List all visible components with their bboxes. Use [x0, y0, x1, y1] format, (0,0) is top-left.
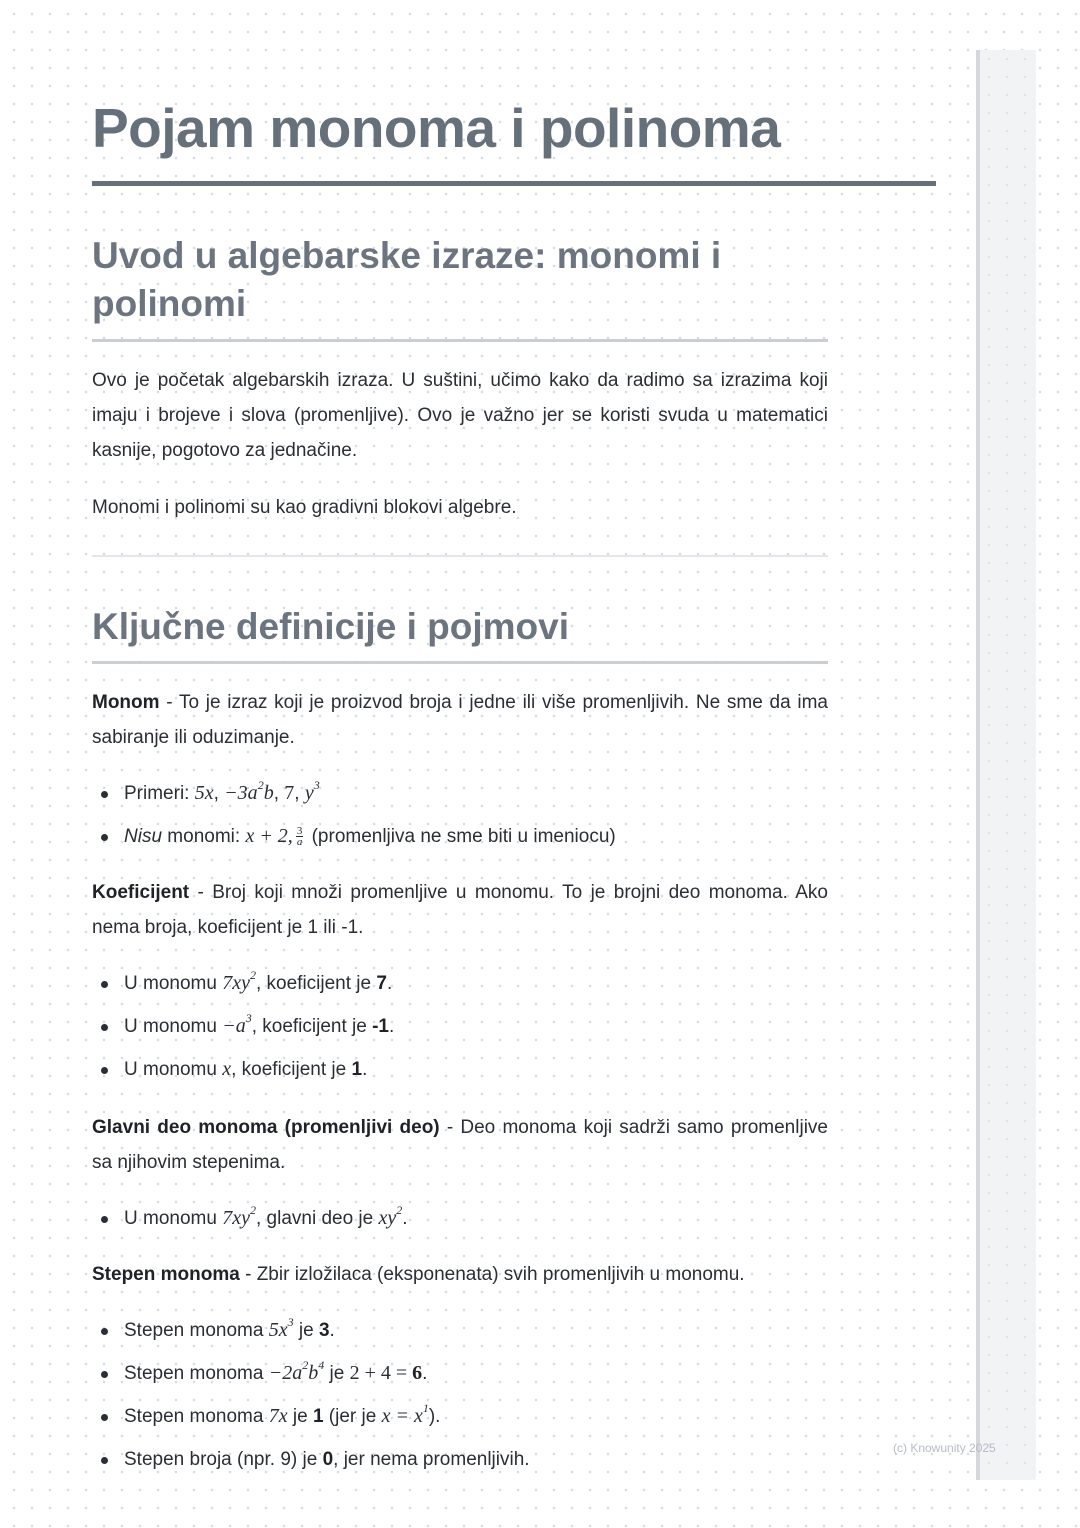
item-suffix: .: [402, 1208, 408, 1229]
item-prefix: Stepen monoma: [124, 1320, 269, 1341]
list-item: [92, 815, 828, 858]
intro-paragraph-2: Monomi i polinomi su kao gradivni blokovi algebre.: [92, 497, 517, 518]
section-heading-intro: Uvod u algebarske izraze: monomi i polinomi: [92, 235, 722, 324]
item-mid: je: [324, 1363, 350, 1384]
math-expression: 7x: [268, 1405, 288, 1427]
item-value: 1: [351, 1059, 363, 1080]
section-underline: [92, 661, 828, 664]
item-value: 1: [312, 1406, 324, 1427]
definition-text: - To je izraz koji je proizvod broja i jedne ili više promenljivih. Ne sme da ima sabiranje ili oduzimanje.: [92, 692, 828, 748]
list-item: [92, 1005, 828, 1048]
math-expression: $7xy^2$: [222, 1203, 256, 1229]
math-expression: $-a^3$: [222, 1011, 252, 1037]
list-item: Primeri: 5x, $-3a^2b$, 7, $y^3$: [92, 772, 828, 815]
item-value: 0: [322, 1449, 334, 1470]
item-suffix: .: [422, 1363, 428, 1384]
math-calculation: 2 + 4 =: [349, 1362, 413, 1384]
non-label: Nisu: [124, 826, 163, 847]
list-item: [92, 1048, 828, 1091]
item-suffix: , jer nema promenljivih.: [333, 1449, 530, 1470]
item-prefix: Stepen broja (npr. 9) je: [124, 1449, 323, 1470]
list-item: [92, 1438, 828, 1481]
math-expression: 5x: [194, 782, 214, 804]
non-rest: monomi:: [162, 826, 246, 847]
section-underline: [92, 339, 828, 342]
stepen-examples-list: [92, 1309, 828, 1481]
section-divider: [92, 555, 828, 557]
item-suffix: .: [389, 1016, 395, 1037]
math-expression: $7xy^2$: [222, 968, 256, 994]
item-prefix: U monomu: [124, 1208, 223, 1229]
math-expression: x: [222, 1058, 232, 1080]
list-item: [92, 1395, 828, 1438]
title-underline: [92, 181, 936, 186]
section-heading-definitions: Ključne definicije i pojmovi: [92, 606, 569, 647]
item-note: (jer je: [323, 1406, 382, 1427]
glavni-deo-examples-list: [92, 1197, 828, 1240]
item-value: 3: [318, 1320, 330, 1341]
item-mid: je: [287, 1406, 313, 1427]
math-expression: 7: [284, 782, 295, 804]
definition-text: - Deo monoma koji sadrži samo promenljive sa njihovim stepenima.: [92, 1117, 828, 1173]
definition-monom: [92, 685, 828, 755]
item-prefix: U monomu: [124, 1016, 223, 1037]
math-fraction: [296, 826, 304, 847]
math-expression: $5x^3$: [268, 1315, 294, 1341]
item-prefix: Stepen monoma: [124, 1406, 269, 1427]
term-monom: Monom: [92, 692, 160, 713]
item-suffix: .: [362, 1059, 368, 1080]
term-glavni-deo: Glavni deo monoma (promenljivi deo): [92, 1117, 440, 1138]
fraction-denominator: a: [296, 836, 303, 849]
item-mid: , glavni deo je: [255, 1208, 379, 1229]
fraction-numerator: 3: [296, 825, 303, 838]
item-suffix: .: [386, 973, 393, 994]
math-expression: $x = x^1$: [381, 1401, 429, 1427]
list-item: [92, 1197, 828, 1240]
item-mid: , koeficijent je: [255, 973, 377, 994]
definition-text: - Broj koji množi promenljive u monomu. To je brojni deo monoma. Ako nema broja, koeficijent je 1 ili -1.: [92, 882, 828, 938]
item-value: -1: [372, 1016, 390, 1037]
intro-paragraph: Ovo je početak algebarskih izraza. U suštini, učimo kako da radimo sa izrazima koji imaju i brojeve i slova (promenljive). Ovo je važno jer se koristi svuda u matematici kasnije, pogotovo za jednačine.: [92, 370, 828, 461]
item-suffix: .: [329, 1320, 335, 1341]
term-stepen: Stepen monoma: [92, 1264, 240, 1285]
item-mid: je: [293, 1320, 319, 1341]
definition-text: - Zbir izložilaca (eksponenata) svih promenljivih u monomu.: [239, 1264, 745, 1285]
definition-stepen: [92, 1257, 828, 1292]
item-value: 6: [412, 1362, 423, 1384]
math-expression: $-2a^2b^4$: [268, 1358, 325, 1384]
watermark: (c) Knowunity 2025: [893, 1441, 996, 1455]
koeficijent-examples-list: [92, 962, 828, 1091]
item-mid: , koeficijent je: [251, 1016, 373, 1037]
item-prefix: U monomu: [124, 973, 223, 994]
math-expression: $xy^2$: [378, 1203, 403, 1229]
list-item: [92, 1352, 828, 1395]
math-expression: $y^3$: [304, 778, 320, 804]
item-prefix: U monomu: [124, 1059, 223, 1080]
math-expression: $-3a^2b$: [224, 778, 274, 804]
list-item: [92, 1309, 828, 1352]
page-title: Pojam monoma i polinoma: [92, 97, 781, 159]
definition-glavni-deo: [92, 1110, 828, 1180]
examples-label: Primeri:: [124, 783, 195, 804]
item-note-end: ).: [428, 1406, 441, 1427]
list-item: [92, 962, 828, 1005]
item-prefix: Stepen monoma: [124, 1363, 269, 1384]
math-expression: x + 2,: [245, 825, 293, 847]
item-value: 7: [376, 973, 387, 994]
term-koeficijent: Koeficijent: [92, 882, 190, 903]
definition-koeficijent: [92, 875, 828, 945]
page-margin-strip: [976, 50, 1036, 1480]
item-mid: , koeficijent je: [231, 1059, 352, 1080]
non-note: (promenljiva ne sme biti u imeniocu): [306, 826, 616, 847]
monom-examples-list: [92, 772, 828, 858]
